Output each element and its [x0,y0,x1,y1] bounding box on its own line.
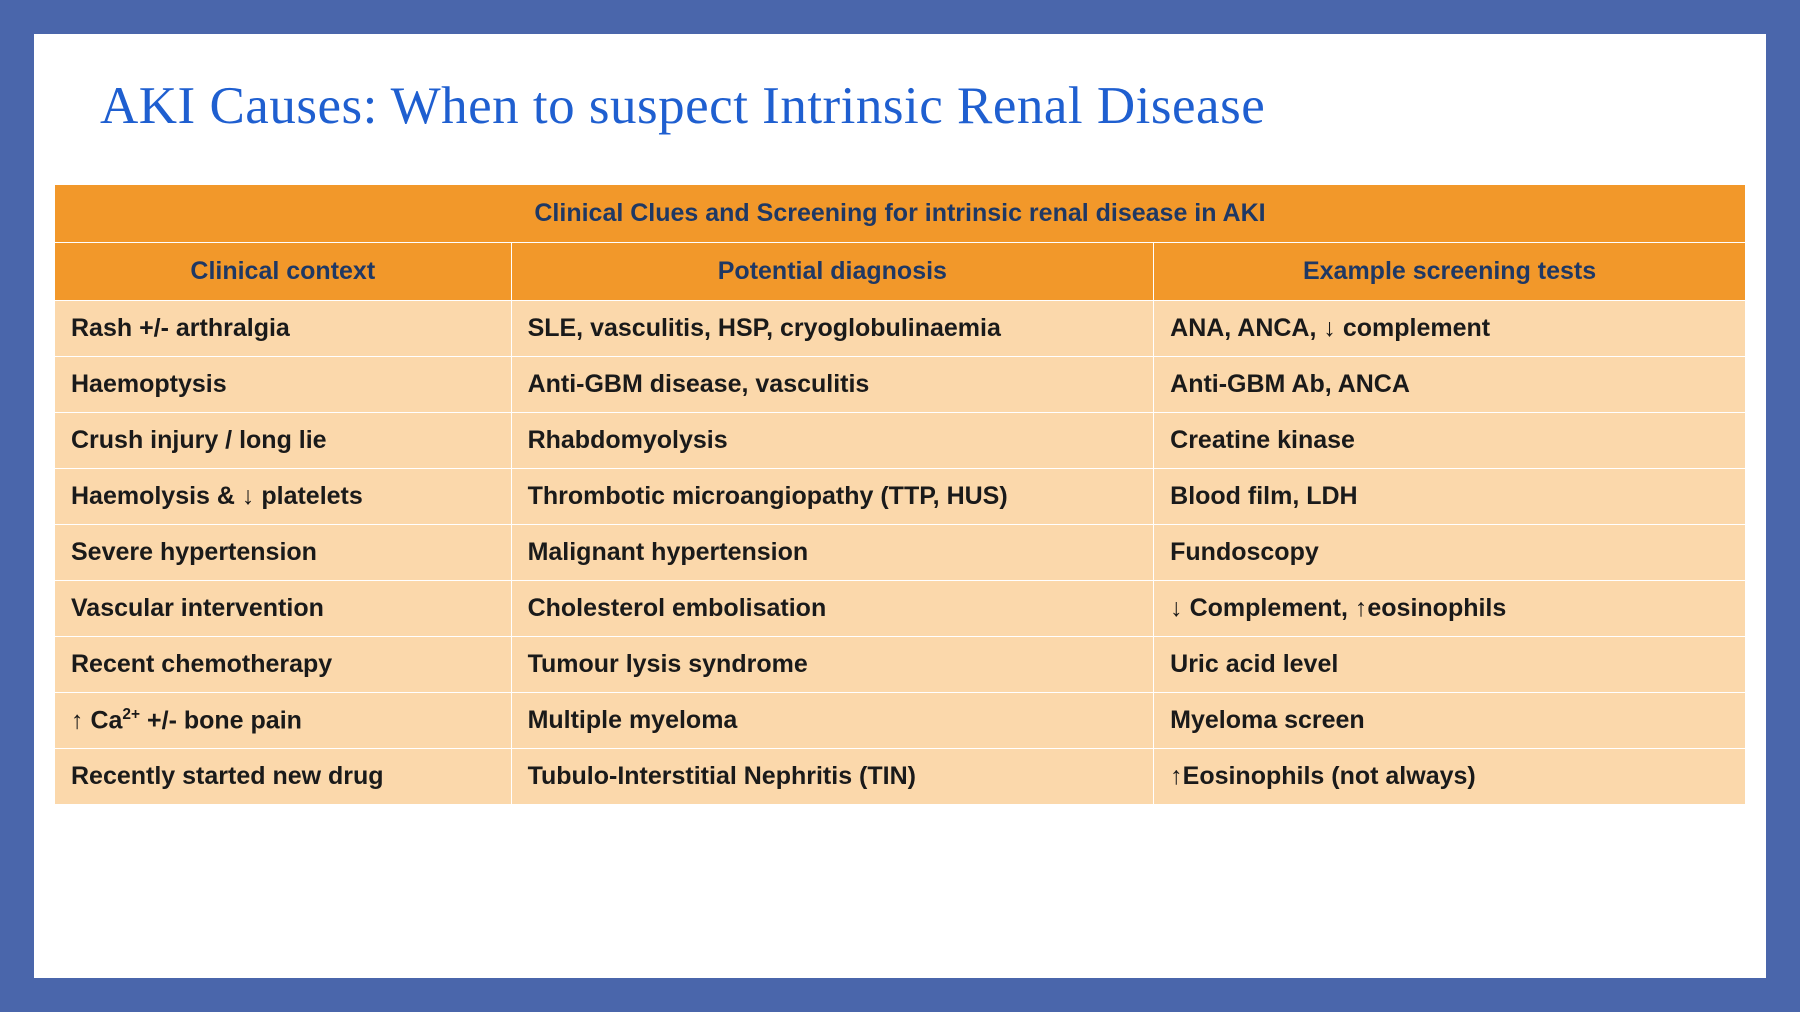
cell-clinical-context: Rash +/- arthralgia [55,301,512,357]
column-header-example-screening-tests: Example screening tests [1154,243,1746,301]
cell-potential-diagnosis: Multiple myeloma [511,693,1154,749]
cell-screening-tests: Fundoscopy [1154,525,1746,581]
cell-potential-diagnosis: Malignant hypertension [511,525,1154,581]
table-row [55,357,1746,413]
cell-clinical-context: Severe hypertension [55,525,512,581]
table-row [55,469,1746,525]
table-row [55,525,1746,581]
cell-potential-diagnosis: Tumour lysis syndrome [511,637,1154,693]
table-body [55,301,1746,805]
table-header-row [55,243,1746,301]
cell-potential-diagnosis: Thrombotic microangiopathy (TTP, HUS) [511,469,1154,525]
cell-screening-tests: ↑Eosinophils (not always) [1154,749,1746,805]
cell-screening-tests: ANA, ANCA, ↓ complement [1154,301,1746,357]
table-row [55,637,1746,693]
cell-potential-diagnosis: SLE, vasculitis, HSP, cryoglobulinaemia [511,301,1154,357]
cell-clinical-context: Recently started new drug [55,749,512,805]
cell-clinical-context: Vascular intervention [55,581,512,637]
cell-screening-tests: Uric acid level [1154,637,1746,693]
clinical-clues-table-container [54,184,1746,805]
column-header-clinical-context: Clinical context [55,243,512,301]
cell-screening-tests: Blood film, LDH [1154,469,1746,525]
table-row [55,749,1746,805]
clinical-clues-table [54,184,1746,805]
cell-potential-diagnosis: Tubulo-Interstitial Nephritis (TIN) [511,749,1154,805]
cell-clinical-context: Haemoptysis [55,357,512,413]
column-header-potential-diagnosis: Potential diagnosis [511,243,1154,301]
cell-clinical-context: Recent chemotherapy [55,637,512,693]
table-banner-row [55,185,1746,243]
cell-clinical-context: Haemolysis & ↓ platelets [55,469,512,525]
cell-screening-tests: ↓ Complement, ↑eosinophils [1154,581,1746,637]
cell-screening-tests: Myeloma screen [1154,693,1746,749]
page-title: AKI Causes: When to suspect Intrinsic Renal Disease [100,77,1266,135]
table-row [55,301,1746,357]
cell-screening-tests: Anti-GBM Ab, ANCA [1154,357,1746,413]
slide-page [34,34,1766,978]
table-row [55,413,1746,469]
table-row [55,693,1746,749]
cell-potential-diagnosis: Anti-GBM disease, vasculitis [511,357,1154,413]
table-row [55,581,1746,637]
table-banner-title: Clinical Clues and Screening for intrinsic renal disease in AKI [55,185,1746,243]
cell-screening-tests: Creatine kinase [1154,413,1746,469]
cell-potential-diagnosis: Cholesterol embolisation [511,581,1154,637]
cell-potential-diagnosis: Rhabdomyolysis [511,413,1154,469]
cell-clinical-context: Crush injury / long lie [55,413,512,469]
cell-clinical-context: ↑ $Ca^{2+}$ +/- bone pain [55,693,512,749]
